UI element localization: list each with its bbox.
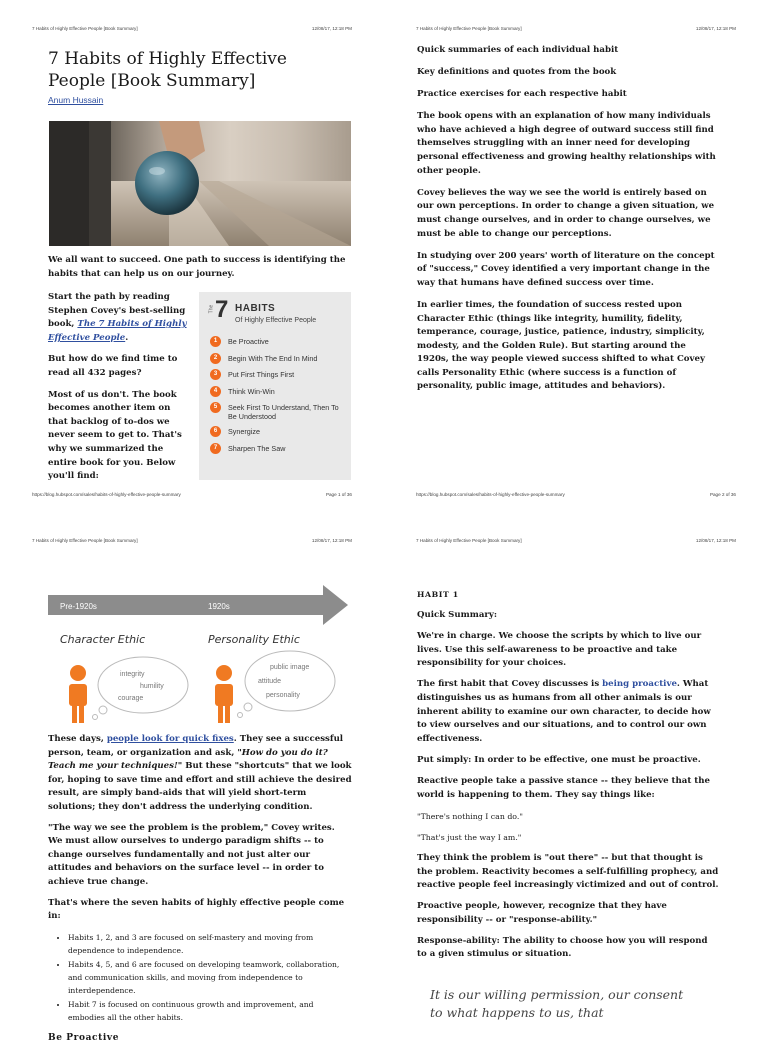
page-header	[416, 26, 736, 31]
habit-item: 2 Begin With The End In Mind	[210, 354, 348, 371]
header-doc-title: 7 Habits of Highly Effective People [Book Summary]	[416, 538, 522, 543]
footer-url: https://blog.hubspot.com/sales/habits-of-highly-effective-people-summary	[416, 492, 565, 497]
habit-item: 7 Sharpen The Saw	[210, 444, 348, 461]
page-footer	[32, 492, 352, 497]
pre-1920s-label: Pre-1920s	[60, 602, 97, 611]
page-3	[0, 512, 384, 1043]
page-header	[32, 538, 352, 543]
page-4-text	[417, 588, 719, 970]
paragraph: Response-ability: The ability to choose how you will respond to a given stimulus or situation.	[417, 935, 708, 960]
habits-the-label: The	[208, 304, 215, 314]
page-header	[32, 26, 352, 31]
list-item: • Habits 1, 2, and 3 are focused on self-mastery and moving from dependence to independence.	[68, 931, 352, 958]
header-timestamp: 12/08/17, 12:18 PM	[695, 538, 736, 543]
cloud-word: humility	[140, 683, 164, 690]
paragraph: Quick summaries of each individual habit	[417, 45, 619, 55]
page-2	[384, 0, 768, 512]
habits-subtitle: Of Highly Effective People	[235, 317, 317, 324]
quote-line: "There's nothing I can do."	[417, 811, 523, 821]
quote-line: "That's just the way I am."	[417, 832, 522, 842]
habit-number-badge: 7	[210, 443, 221, 454]
page-3-text	[48, 733, 352, 1043]
start-paragraph: Start the path by reading Stephen Covey's best-selling book, The 7 Habits of Highly Effective People.	[48, 292, 187, 343]
paragraph: Reactive people take a passive stance -- they believe that the world is happening to them. They say things like:	[417, 776, 710, 800]
header-doc-title: 7 Habits of Highly Effective People [Book Summary]	[416, 26, 522, 31]
paragraph: That's where the seven habits of highly effective people come in:	[48, 897, 345, 922]
paragraph: We're in charge. We choose the scripts by which to live our lives. Use this self-awareness to be proactive and take responsibility for your choices.	[417, 631, 702, 669]
ethic-diagram	[48, 585, 348, 745]
habits-list	[210, 337, 348, 460]
habit-number-badge: 1	[210, 336, 221, 347]
cloud-word: courage	[118, 695, 144, 702]
question-paragraph: But how do we find time to read all 432 pages?	[48, 354, 178, 378]
habit-item: 1 Be Proactive	[210, 337, 348, 354]
article-title: 7 Habits of Highly Effective People [Book Summary]	[48, 49, 287, 91]
paragraph: Put simply: In order to be effective, one must be proactive.	[417, 754, 701, 765]
header-doc-title: 7 Habits of Highly Effective People [Book Summary]	[32, 538, 138, 543]
habit-label: HABIT 1	[417, 590, 459, 599]
habits-bullet-list	[48, 931, 352, 1025]
most-paragraph: Most of us don't. The book becomes another item on that backlog of to-dos we never seem to get to. That's why we summarized the entire book for you. Below you'll find:	[48, 389, 182, 482]
quick-fixes-link[interactable]: people look for quick fixes	[106, 734, 234, 744]
intro-paragraph: We all want to succeed. One path to success is identifying the habits that can help us on our journey.	[48, 255, 346, 279]
header-doc-title: 7 Habits of Highly Effective People [Book Summary]	[32, 26, 138, 31]
page-4	[384, 512, 768, 1024]
footer-page-number: Page 1 of 36	[325, 492, 352, 497]
habit-number-badge: 3	[210, 369, 221, 380]
paragraph: The book opens with an explanation of how many individuals who have achieved a high degree of outward success still find themselves struggling with an inner need for developing personal effectiveness and growing healthy relationships with other people.	[417, 111, 716, 176]
paragraph: "The way we see the problem is the problem," Covey writes. We must allow ourselves to undergo paradigm shifts -- to change ourselves fundamentally and not just alter our attitudes and behaviors on the surface level -- in order to achieve true change.	[48, 822, 335, 887]
being-proactive-link[interactable]: being proactive	[602, 679, 677, 690]
habit-number-badge: 4	[210, 386, 221, 397]
list-item: • Habits 4, 5, and 6 are focused on developing teamwork, collaboration, and communication skills, and moving from independence to interdependence.	[68, 958, 352, 998]
paragraph: In earlier times, the foundation of success rested upon Character Ethic (things like integrity, humility, fidelity, temperance, courage, justice, patience, industry, simplicity, modesty, and the Golden Rule). But starting around the 1920s, the way people viewed success shifted to what Covey calls Personality Ethic (where success is a function of personality, public image, attitudes and behaviors).	[417, 299, 705, 392]
section-heading: Be Proactive	[48, 1032, 120, 1043]
1920s-label: 1920s	[208, 602, 230, 611]
page-header	[416, 538, 736, 543]
footer-url: https://blog.hubspot.com/sales/habits-of-highly-effective-people-summary	[32, 492, 181, 497]
footer-page-number: Page 2 of 36	[709, 492, 736, 497]
list-item: • Habit 7 is focused on continuous growth and improvement, and embodies all the other habits.	[68, 998, 352, 1025]
personality-ethic-title: Personality Ethic	[208, 633, 300, 646]
habit-item: 3 Put First Things First	[210, 370, 348, 387]
paragraph: Proactive people, however, recognize that they have responsibility -- or "response-ability."	[417, 901, 667, 925]
person-icon	[69, 665, 87, 723]
author-link[interactable]: Anum Hussain	[48, 95, 104, 105]
habit-number-badge: 2	[210, 353, 221, 364]
cloud-word: public image	[270, 664, 310, 671]
cloud-word: integrity	[120, 671, 145, 678]
habit-item: 4 Think Win-Win	[210, 387, 348, 404]
header-timestamp: 12/08/17, 12:18 PM	[695, 26, 736, 31]
page-1	[0, 0, 384, 512]
paragraph: They think the problem is "out there" -- but that thought is the problem. Reactivity becomes a self-fulfilling prophecy, and reactive people feel increasingly victimized and out of control.	[417, 852, 719, 891]
habit-item: 6 Synergize	[210, 427, 348, 444]
proactive-paragraph: The first habit that Covey discusses is being proactive. What distinguishes us as humans from all other animals is our inherent ability to examine our own character, to decide how to view ourselves and our situations, and to control our own effectiveness.	[417, 679, 711, 744]
paragraph: Covey believes the way we see the world is entirely based on our own perceptions. In order to change a given situation, we must change ourselves, and in order to change ourselves, we must be able to change our perceptions.	[417, 187, 715, 239]
habit-number-badge: 6	[210, 426, 221, 437]
page-footer	[416, 492, 736, 497]
habits-seven-numeral: 7	[215, 296, 229, 323]
header-timestamp: 12/08/17, 12:18 PM	[311, 26, 352, 31]
cloud-word: personality	[266, 692, 300, 699]
quick-fixes-paragraph: These days, people look for quick fixes. They see a successful person, team, or organization and ask, "How do you do it? Teach me your techniques!" But these "shortcuts" that we look for, hoping to save time and effort and still achieve the desired result, are simply band-aids that will yield short-term solutions; they don't address the underlying condition.	[48, 734, 352, 812]
character-ethic-title: Character Ethic	[60, 633, 146, 646]
pull-quote: It is our willing permission, our consent to what happens to us, that	[430, 987, 684, 1020]
quick-summary-label: Quick Summary:	[417, 610, 498, 621]
cloud-word: attitude	[258, 678, 281, 685]
habits-word: HABITS	[235, 303, 276, 314]
thought-cloud-icon	[238, 651, 336, 718]
seven-habits-graphic	[199, 292, 351, 480]
left-text-column	[48, 291, 188, 492]
page-2-text	[417, 44, 719, 403]
paragraph: In studying over 200 years' worth of literature on the concept of "success," Covey identified a very important change in the way that humans have defined success over time.	[417, 250, 715, 288]
bowling-photo	[49, 121, 351, 246]
habit-number-badge: 5	[210, 402, 221, 413]
paragraph: Practice exercises for each respective habit	[417, 89, 627, 100]
book-link[interactable]: The 7 Habits of Highly Effective People	[48, 319, 187, 343]
person-icon	[215, 665, 233, 723]
bowling-illustration	[49, 121, 351, 246]
habit-item: 5 Seek First To Understand, Then To Be Understood	[210, 403, 348, 427]
header-timestamp: 12/08/17, 12:18 PM	[311, 538, 352, 543]
paragraph: Key definitions and quotes from the book	[417, 67, 617, 78]
